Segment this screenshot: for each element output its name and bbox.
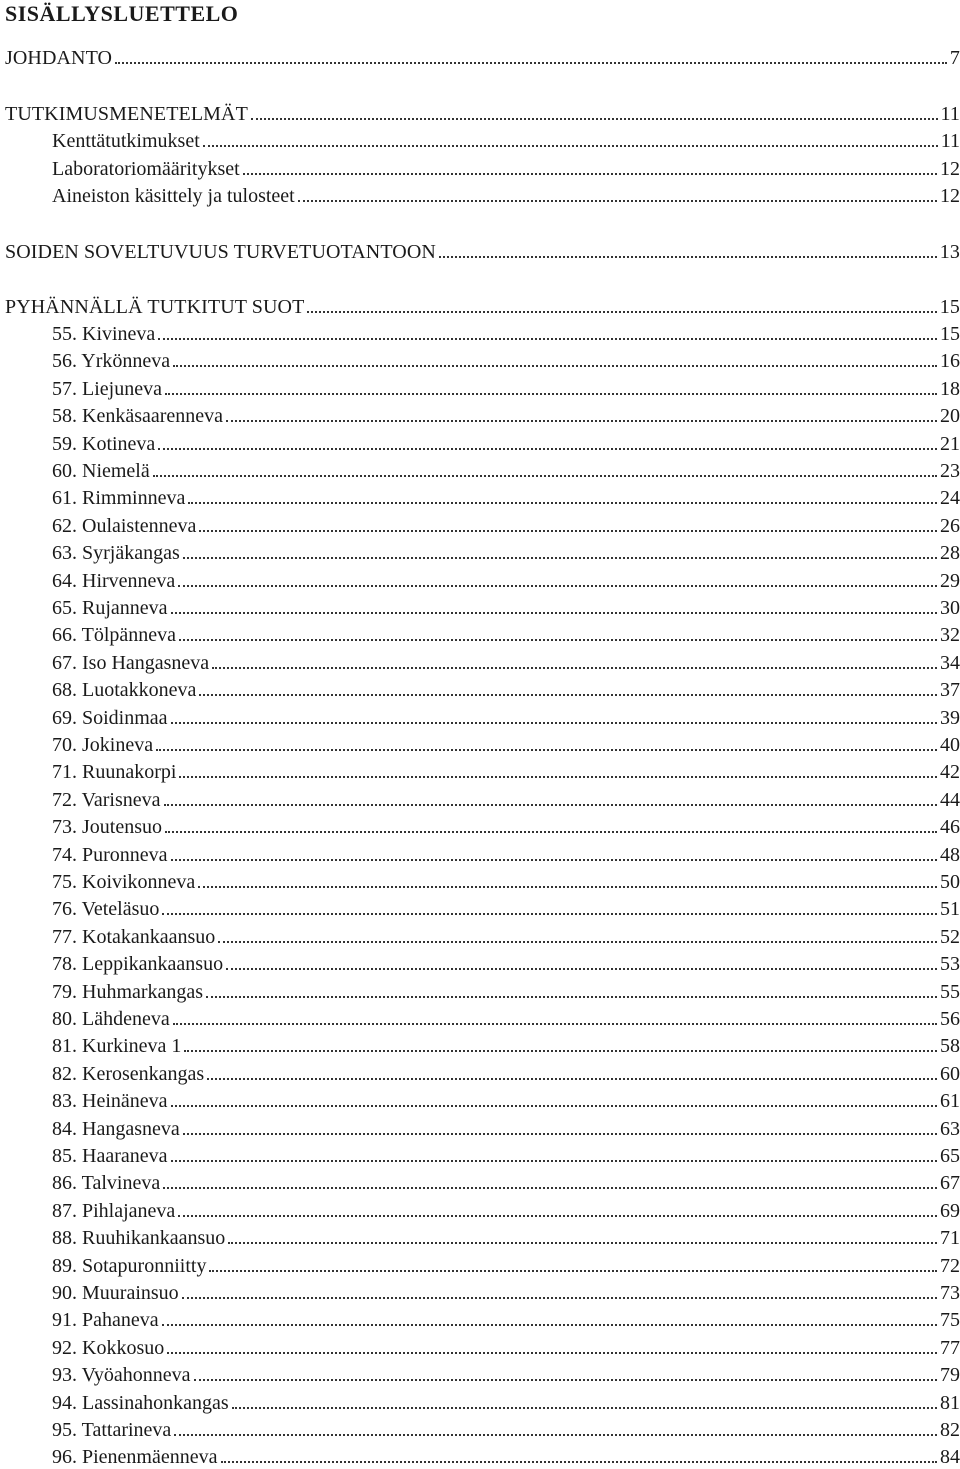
toc-page-number: 71 xyxy=(940,1227,960,1250)
toc-subentry[interactable] xyxy=(52,868,960,894)
dot-leader xyxy=(194,1379,938,1381)
toc-page-number: 28 xyxy=(940,542,960,565)
toc-entry-label: 69. Soidinmaa xyxy=(52,706,168,729)
toc-page-number: 63 xyxy=(940,1117,960,1140)
toc-page-number: 56 xyxy=(940,1008,960,1030)
toc-subentry[interactable] xyxy=(52,539,960,565)
dot-leader xyxy=(207,1078,937,1080)
dot-leader xyxy=(198,886,937,888)
dot-leader xyxy=(226,420,937,422)
dot-leader xyxy=(173,1023,937,1025)
dot-leader xyxy=(183,557,937,559)
toc-entry-label: 58. Kenkäsaarenneva xyxy=(52,405,224,428)
toc-entry-label: 85. Haaraneva xyxy=(52,1145,168,1167)
dot-leader xyxy=(165,393,937,395)
toc-subentry[interactable] xyxy=(52,841,960,867)
toc-page-number: 84 xyxy=(940,1446,960,1469)
toc-subentry[interactable] xyxy=(52,1361,960,1387)
dot-leader xyxy=(165,831,937,833)
dot-leader xyxy=(439,256,937,258)
dot-leader xyxy=(167,1352,937,1354)
toc-subentry[interactable] xyxy=(52,567,960,593)
toc-entry-label: 78. Leppikankaansuo xyxy=(52,953,224,976)
toc-page-number: 39 xyxy=(940,706,960,729)
toc-entry-label: 87. Pihlajaneva xyxy=(52,1199,176,1222)
dot-leader xyxy=(226,968,937,970)
toc-subentry[interactable] xyxy=(52,127,960,153)
dot-leader xyxy=(232,1407,937,1409)
dot-leader xyxy=(173,365,937,367)
toc-entry-label: 60. Niemelä xyxy=(52,460,150,482)
toc-page-number: 18 xyxy=(940,377,960,400)
toc-entry-label: 96. Pienenmäenneva xyxy=(52,1446,218,1469)
toc-entry-label: 88. Ruuhikankaansuo xyxy=(52,1227,226,1250)
dot-leader xyxy=(209,1270,937,1272)
toc-entry-label: SOIDEN SOVELTUVUUS TURVETUOTANTOON xyxy=(5,241,436,263)
toc-subentry[interactable] xyxy=(52,512,960,538)
toc-subentry[interactable] xyxy=(52,1279,960,1305)
toc-entry-label: Kenttätutkimukset xyxy=(52,130,200,152)
toc-page-number: 42 xyxy=(940,761,960,784)
toc-subentry[interactable] xyxy=(52,375,960,401)
toc-subentry[interactable] xyxy=(52,1443,960,1469)
toc-entry-label: 66. Tölpänneva xyxy=(52,624,177,647)
toc-page-number: 37 xyxy=(940,679,960,702)
toc-page-number: 58 xyxy=(940,1035,960,1058)
toc-entry-label: PYHÄNNÄLLÄ TUTKITUT SUOT xyxy=(5,296,305,318)
toc-entry-label: 63. Syrjäkangas xyxy=(52,542,180,565)
toc-subentry[interactable] xyxy=(52,813,960,839)
toc-entry-label: 57. Liejuneva xyxy=(52,377,162,400)
toc-page-number: 67 xyxy=(940,1172,960,1195)
toc-page-number: 61 xyxy=(940,1090,960,1113)
toc-entry-label: TUTKIMUSMENETELMÄT xyxy=(5,103,248,125)
dot-leader xyxy=(153,475,937,477)
dot-leader xyxy=(307,311,936,313)
toc-entry-label: 94. Lassinahonkangas xyxy=(52,1391,229,1414)
toc-entry-label: JOHDANTO xyxy=(5,47,113,69)
toc-page-number: 77 xyxy=(940,1336,960,1359)
toc-entry-label: 64. Hirvenneva xyxy=(52,569,176,592)
dot-leader xyxy=(182,1297,937,1299)
toc-entry-label: 62. Oulaistenneva xyxy=(52,514,197,537)
dot-leader xyxy=(162,913,937,915)
dot-leader xyxy=(206,996,937,998)
toc-subentry[interactable] xyxy=(52,155,960,181)
toc-subentry[interactable] xyxy=(52,1252,960,1278)
dot-leader xyxy=(171,1105,937,1107)
toc-entry-label: 89. Sotapuronniitty xyxy=(52,1254,207,1277)
dot-leader xyxy=(199,530,937,532)
toc-entry-label: 86. Talvineva xyxy=(52,1172,161,1195)
toc-entry-label: 72. Varisneva xyxy=(52,788,161,811)
toc-entry-label: 93. Vyöahonneva xyxy=(52,1364,191,1387)
toc-subentry[interactable] xyxy=(52,621,960,647)
dot-leader xyxy=(251,118,938,120)
page-title: SISÄLLYSLUETTELO xyxy=(5,1,239,26)
toc-page-number: 26 xyxy=(940,514,960,537)
toc-subentry[interactable] xyxy=(52,347,960,373)
toc-entry-label: 65. Rujanneva xyxy=(52,597,168,619)
toc-subentry[interactable] xyxy=(52,1306,960,1332)
dot-leader xyxy=(179,639,937,641)
toc-subentry[interactable] xyxy=(52,923,960,949)
toc-page-number: 51 xyxy=(940,898,960,921)
toc-page-number: 11 xyxy=(940,130,960,152)
toc-subentry[interactable] xyxy=(52,950,960,976)
toc-subentry[interactable] xyxy=(52,1224,960,1250)
toc-page-number: 65 xyxy=(940,1145,960,1167)
toc-page-number: 55 xyxy=(940,980,960,1003)
dot-leader xyxy=(179,776,937,778)
toc-subentry[interactable] xyxy=(52,1389,960,1415)
dot-leader xyxy=(212,667,937,669)
toc-entry-label: Aineiston käsittely ja tulosteet xyxy=(52,185,295,207)
dot-leader xyxy=(158,448,937,450)
dot-leader xyxy=(171,1160,938,1162)
toc-page-number: 12 xyxy=(940,185,960,207)
dot-leader xyxy=(178,585,937,587)
toc-section-entry[interactable] xyxy=(5,238,960,264)
toc-section-entry[interactable] xyxy=(5,100,960,126)
toc-page-number: 69 xyxy=(940,1199,960,1222)
toc-subentry[interactable] xyxy=(52,1005,960,1031)
toc-page-number: 79 xyxy=(940,1364,960,1387)
dot-leader xyxy=(228,1242,937,1244)
toc-page-number: 75 xyxy=(940,1309,960,1332)
toc-subentry[interactable] xyxy=(52,1334,960,1360)
toc-subentry[interactable] xyxy=(52,1197,960,1223)
dot-leader xyxy=(174,1434,937,1436)
toc-page-number: 30 xyxy=(940,597,960,619)
toc-entry-label: 92. Kokkosuo xyxy=(52,1336,165,1359)
dot-leader xyxy=(162,1324,937,1326)
dot-leader xyxy=(163,1187,937,1189)
toc-entry-label: 90. Muurainsuo xyxy=(52,1282,179,1304)
toc-subentry[interactable] xyxy=(52,649,960,675)
toc-subentry[interactable] xyxy=(52,1115,960,1141)
toc-section-entry[interactable] xyxy=(5,293,960,319)
toc-entry-label: 84. Hangasneva xyxy=(52,1117,180,1140)
dot-leader xyxy=(199,694,937,696)
toc-subentry[interactable] xyxy=(52,1416,960,1442)
toc-subentry[interactable] xyxy=(52,786,960,812)
toc-entry-label: 91. Pahaneva xyxy=(52,1309,159,1332)
toc-subentry[interactable] xyxy=(52,978,960,1004)
dot-leader xyxy=(243,173,937,175)
toc-entry-label: 74. Puronneva xyxy=(52,843,168,866)
toc-subentry[interactable] xyxy=(52,1142,960,1168)
toc-page-number: 29 xyxy=(940,569,960,592)
toc-entry-label: 82. Kerosenkangas xyxy=(52,1062,205,1085)
toc-entry-label: 80. Lähdeneva xyxy=(52,1008,170,1030)
toc-subentry[interactable] xyxy=(52,1060,960,1086)
toc-page-number: 53 xyxy=(940,953,960,976)
toc-subentry[interactable] xyxy=(52,320,960,346)
toc-page-number: 50 xyxy=(940,871,960,893)
toc-page-number: 20 xyxy=(940,405,960,428)
dot-leader xyxy=(203,145,938,147)
toc-subentry[interactable] xyxy=(52,484,960,510)
toc-subentry[interactable] xyxy=(52,704,960,730)
toc-page-number: 82 xyxy=(940,1419,960,1441)
toc-page-number: 11 xyxy=(940,103,960,125)
toc-entry-label: Laboratoriomääritykset xyxy=(52,158,240,180)
toc-entry-label: 59. Kotineva xyxy=(52,432,156,455)
toc-page-number: 81 xyxy=(940,1391,960,1414)
toc-entry-label: 79. Huhmarkangas xyxy=(52,980,204,1003)
toc-subentry[interactable] xyxy=(52,758,960,784)
dot-leader xyxy=(171,722,937,724)
dot-leader xyxy=(218,941,937,943)
toc-page-number: 23 xyxy=(940,460,960,482)
toc-subentry[interactable] xyxy=(52,182,960,208)
toc-section-entry[interactable] xyxy=(5,44,960,70)
toc-entry-label: 68. Luotakkoneva xyxy=(52,679,197,702)
dot-leader xyxy=(178,1215,937,1217)
toc-subentry[interactable] xyxy=(52,457,960,483)
dot-leader xyxy=(156,749,937,751)
toc-entry-label: 56. Yrkönneva xyxy=(52,350,171,373)
dot-leader xyxy=(171,612,937,614)
toc-page-number: 32 xyxy=(940,624,960,647)
toc-page-number: 44 xyxy=(940,788,960,811)
toc-subentry[interactable] xyxy=(52,676,960,702)
dot-leader xyxy=(164,804,938,806)
toc-entry-label: 67. Iso Hangasneva xyxy=(52,651,210,674)
dot-leader xyxy=(221,1461,938,1463)
toc-entry-label: 55. Kivineva xyxy=(52,323,156,345)
toc-entry-label: 76. Veteläsuo xyxy=(52,898,160,921)
dot-leader xyxy=(188,502,937,504)
toc-subentry[interactable] xyxy=(52,1032,960,1058)
toc-subentry[interactable] xyxy=(52,594,960,620)
toc-entry-label: 73. Joutensuo xyxy=(52,816,162,839)
toc-entry-label: 61. Rimminneva xyxy=(52,487,186,510)
toc-page-number: 60 xyxy=(940,1062,960,1085)
toc-page-number: 13 xyxy=(939,241,960,263)
toc-page-number: 72 xyxy=(940,1254,960,1277)
toc-page-number: 48 xyxy=(940,843,960,866)
toc-subentry[interactable] xyxy=(52,731,960,757)
dot-leader xyxy=(184,1050,937,1052)
toc-entry-label: 95. Tattarineva xyxy=(52,1419,172,1441)
toc-page-number: 73 xyxy=(940,1282,960,1304)
dot-leader xyxy=(115,62,947,64)
toc-subentry[interactable] xyxy=(52,430,960,456)
toc-page-number: 21 xyxy=(940,432,960,455)
dot-leader xyxy=(158,338,937,340)
toc-subentry[interactable] xyxy=(52,895,960,921)
toc-entry-label: 75. Koivikonneva xyxy=(52,871,196,893)
toc-page-number: 16 xyxy=(940,350,960,373)
toc-page-number: 12 xyxy=(940,158,960,180)
toc-entry-label: 70. Jokineva xyxy=(52,734,154,756)
toc-page-number: 40 xyxy=(940,734,960,756)
toc-page-number: 24 xyxy=(940,487,960,510)
toc-page-number: 15 xyxy=(939,296,960,318)
toc-entry-label: 71. Ruunakorpi xyxy=(52,761,177,784)
toc-page-number: 7 xyxy=(949,47,960,69)
toc-page-number: 52 xyxy=(940,925,960,948)
toc-page-number: 34 xyxy=(940,651,960,674)
toc-subentry[interactable] xyxy=(52,402,960,428)
toc-page-number: 15 xyxy=(940,323,960,345)
toc-subentry[interactable] xyxy=(52,1087,960,1113)
toc-entry-label: 83. Heinäneva xyxy=(52,1090,168,1113)
dot-leader xyxy=(183,1133,937,1135)
dot-leader xyxy=(171,859,937,861)
toc-entry-label: 77. Kotakankaansuo xyxy=(52,925,216,948)
toc-entry-label: 81. Kurkineva 1 xyxy=(52,1035,182,1058)
dot-leader xyxy=(298,200,937,202)
toc-page-number: 46 xyxy=(940,816,960,839)
toc-subentry[interactable] xyxy=(52,1169,960,1195)
